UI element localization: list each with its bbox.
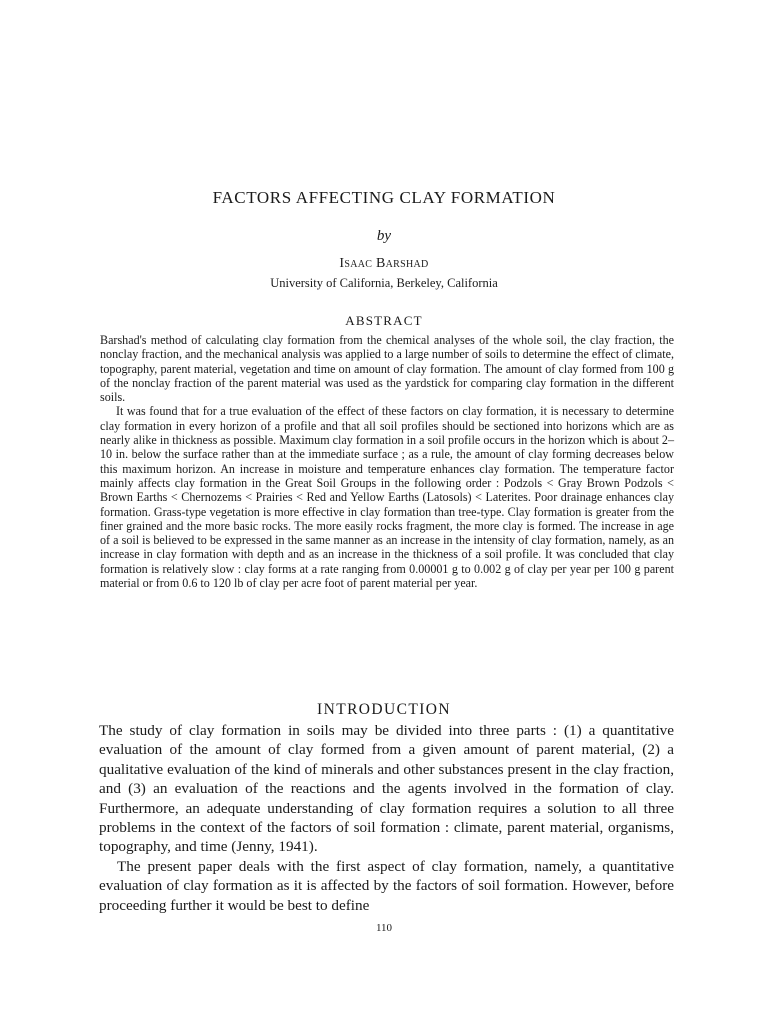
introduction-heading: INTRODUCTION — [317, 701, 451, 718]
article-title: FACTORS AFFECTING CLAY FORMATION — [212, 188, 556, 207]
introduction-paragraph-1: The study of clay formation in soils may be divided into three parts : (1) a quantitative evaluation of the amount of clay formed from a given amount of parent material, (2) a qualitative evaluation of the kind of minerals and other substances present in the clay fraction, and (3) an evaluation of the reactions and the agents involved in the formation of clay. Furthermore, an adequate understanding of clay formation requires a solution to all three problems in the context of the factors of soil formation : climate, parent material, organisms, topography, and time (Jenny, 1941). — [99, 722, 674, 856]
byline-by: by — [376, 228, 392, 244]
introduction-paragraph-2: The present paper deals with the first aspect of clay formation, namely, a quantitative evaluation of clay formation as it is affected by the factors of soil formation. However, before proceeding further it would be best to define — [99, 857, 674, 914]
abstract-body — [100, 333, 674, 590]
abstract-paragraph-2: It was found that for a true evaluation of the effect of these factors on clay formation, it is necessary to determine clay formation in every horizon of a profile and that all soil profiles should be sectioned into horizons which are as nearly alike in thickness as possible. Maximum clay formation in a soil profile occurs in the horizon which is about 2–10 in. below the surface rather than at the immediate surface ; as a rule, the amount of clay forming decreases below this maximum horizon. An increase in moisture and temperature enhances clay formation. The temperature factor mainly affects clay formation in the Great Soil Groups in the following order : Podzols < Gray Brown Podzols < Brown Earths < Chernozems < Prairies < Red and Yellow Earths (Latosols) < Laterites. Poor drainage enhances clay formation. Grass-type vegetation is more effective in clay formation than tree-type. Clay formation is greater from the finer grained and the more basic rocks. The more easily rocks fragment, the more clay is formed. The increase in age of a soil is believed to be expressed in the same manner as an increase in the intensity of clay formation, namely, as an increase in clay formation with depth and as an increase in the thickness of a soil profile. It was concluded that clay formation is relatively slow : clay forms at a rate ranging from 0.00001 g to 0.002 g of clay per year per 100 g parent material or from 0.6 to 120 lb of clay per acre foot of parent material per year. — [100, 404, 674, 591]
page-number: 110 — [375, 922, 393, 934]
author-name: Isaac Barshad — [339, 256, 429, 271]
abstract-heading: ABSTRACT — [345, 313, 423, 328]
author-affiliation: University of California, Berkeley, California — [270, 276, 498, 290]
introduction-body — [99, 721, 674, 915]
abstract-paragraph-1: Barshad's method of calculating clay formation from the chemical analyses of the whole soil, the clay fraction, the nonclay fraction, and the mechanical analysis was applied to a large number of soils to determine the effect of climate, topography, parent material, vegetation and time on amount of clay formation. The amount of clay formed from 100 g of the nonclay fraction of the parent material was used as the yardstick for comparing clay formation in the different soils. — [100, 333, 674, 405]
